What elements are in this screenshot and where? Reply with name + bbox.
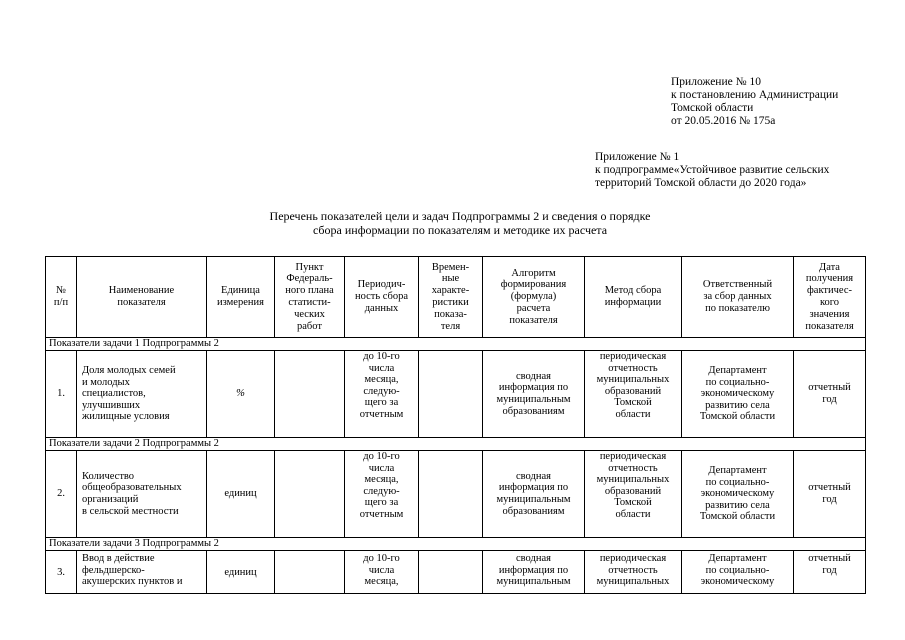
header-time-characteristics: Времен- ные характе- ристики показа- теля — [419, 257, 483, 338]
section-row — [46, 338, 866, 351]
appendix-1-line: территорий Томской области до 2020 года» — [595, 177, 807, 189]
cell-unit: единиц — [207, 451, 275, 538]
cell-name: Доля молодых семей и молодых специалистов, улучшивших жилищные условия — [82, 365, 176, 423]
cell-time — [419, 551, 483, 594]
cell-periodicity: до 10-го числа месяца, следую- щего за отчетным — [359, 451, 404, 520]
cell-number: 2. — [46, 451, 77, 538]
cell-responsible: Департамент по социально- экономическому развитию села Томской области — [682, 451, 794, 538]
cell-periodicity: до 10-го числа месяца, следую- щего за отчетным — [359, 351, 404, 420]
table-row — [46, 451, 866, 538]
document-title-line: Перечень показателей цели и задач Подпрограммы 2 и сведения о порядке — [269, 209, 651, 223]
header-federal-plan: Пункт Федераль- ного плана статисти- ческих работ — [275, 257, 345, 338]
document-title — [225, 209, 695, 237]
cell-method: периодическая отчетность муниципальных — [596, 553, 670, 588]
section-row — [46, 438, 866, 451]
header-periodicity: Периодич- ность сбора данных — [345, 257, 419, 338]
cell-method: периодическая отчетность муниципальных образований Томской области — [596, 351, 670, 420]
table-row — [46, 551, 866, 594]
cell-federal-plan — [275, 551, 345, 594]
cell-responsible: Департамент по социально- экономическому — [700, 553, 775, 588]
appendix-10-line: Приложение № 10 — [671, 76, 761, 88]
cell-algorithm: сводная информация по муниципальным образованиям — [483, 451, 585, 538]
appendix-10-block — [671, 76, 838, 128]
header-date: Дата получения фактичес- кого значения показателя — [794, 257, 866, 338]
section-label: Показатели задачи 2 Подпрограммы 2 — [46, 438, 866, 451]
header-unit: Единица измерения — [207, 257, 275, 338]
indicators-table — [45, 256, 866, 594]
cell-periodicity: до 10-го числа месяца, — [363, 553, 400, 588]
cell-responsible: Департамент по социально- экономическому развитию села Томской области — [682, 351, 794, 438]
cell-algorithm: сводная информация по муниципальным образованиям — [483, 351, 585, 438]
cell-date: отчетный год — [808, 553, 851, 576]
cell-unit: единиц — [207, 551, 275, 594]
appendix-10-line: к постановлению Администрации — [671, 89, 839, 101]
cell-time — [419, 451, 483, 538]
document-title-line: сбора информации по показателям и методике их расчета — [312, 223, 608, 237]
cell-number: 3. — [46, 551, 77, 594]
cell-algorithm: сводная информация по муниципальным — [496, 553, 571, 588]
cell-time — [419, 351, 483, 438]
cell-date: отчетный год — [794, 451, 866, 538]
appendix-1-block — [595, 151, 829, 190]
cell-unit: % — [207, 351, 275, 438]
section-label: Показатели задачи 3 Подпрограммы 2 — [46, 538, 866, 551]
header-method: Метод сбора информации — [585, 257, 682, 338]
cell-number: 1. — [46, 351, 77, 438]
appendix-1-line: к подпрограмме«Устойчивое развитие сельских — [595, 164, 830, 176]
cell-federal-plan — [275, 451, 345, 538]
header-algorithm: Алгоритм формирования (формула) расчета показателя — [483, 257, 585, 338]
cell-method: периодическая отчетность муниципальных образований Томской области — [596, 451, 670, 520]
cell-name: Ввод в действие фельдшерско- акушерских пунктов и — [82, 553, 183, 588]
header-name: Наименование показателя — [77, 257, 207, 338]
header-number: № п/п — [46, 257, 77, 338]
cell-date: отчетный год — [794, 351, 866, 438]
appendix-1-line: Приложение № 1 — [595, 151, 680, 163]
appendix-10-line: Томской области — [671, 102, 754, 114]
header-responsible: Ответственный за сбор данных по показателю — [682, 257, 794, 338]
appendix-10-line: от 20.05.2016 № 175а — [671, 115, 776, 127]
cell-name: Количество общеобразовательных организаций в сельской местности — [77, 451, 207, 538]
section-label: Показатели задачи 1 Подпрограммы 2 — [46, 338, 866, 351]
table-row — [46, 351, 866, 438]
cell-federal-plan — [275, 351, 345, 438]
table-header-row — [46, 257, 866, 338]
section-row — [46, 538, 866, 551]
